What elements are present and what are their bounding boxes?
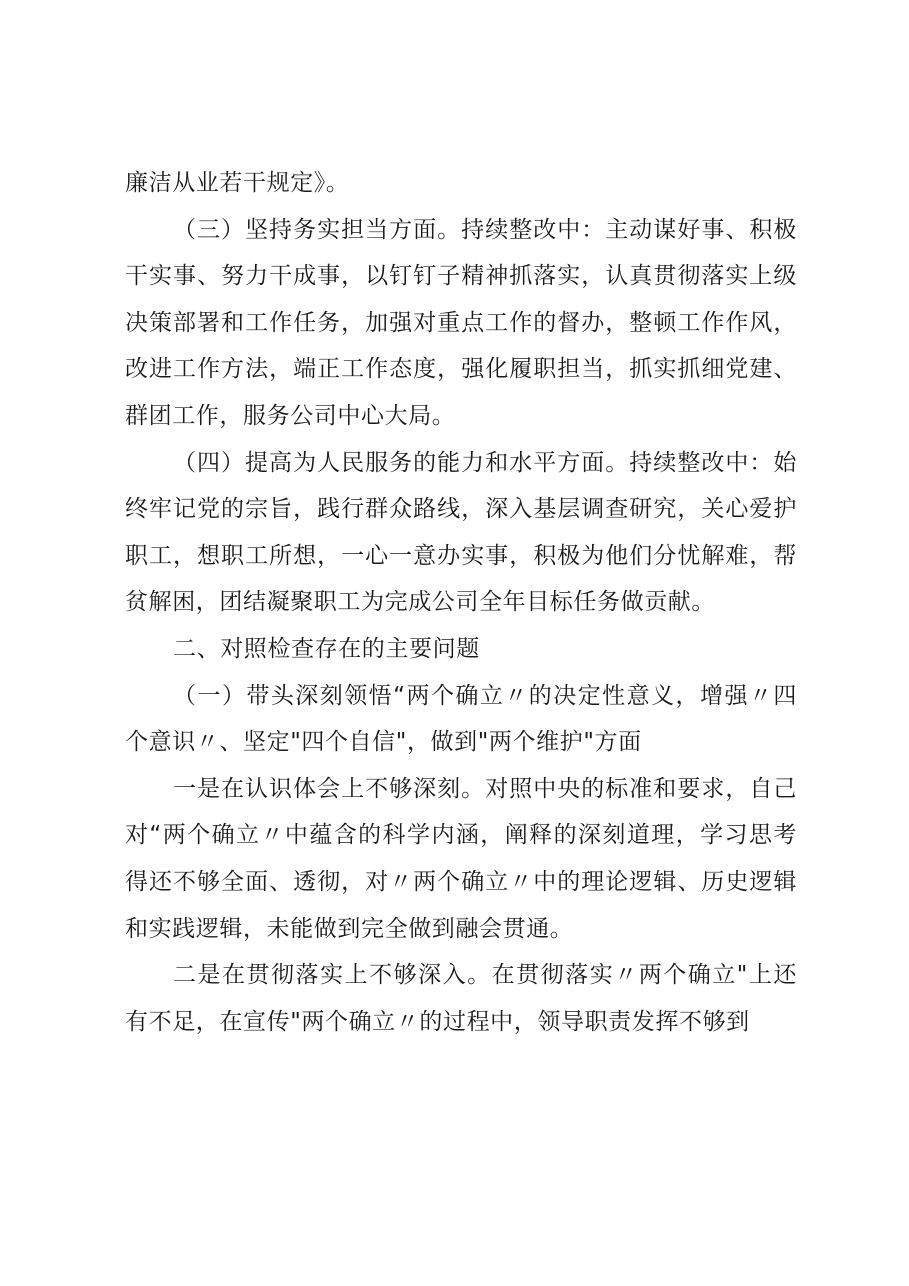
paragraph-section-4: （四）提高为人民服务的能力和水平方面。持续整改中：始终牢记党的宗旨，践行群众路线，深入基层调查研究，关心爱护职工，想职工所想，一心一意办实事，积极为他们分忧解难，帮贫解困，团结凝聚职工为完成公司全年目标任务做贡献。: [125, 449, 797, 616]
paragraph-section-3: （三）坚持务实担当方面。持续整改中：主动谋好事、积极干实事、努力干成事，以钉钉子精神抓落实，认真贯彻落实上级决策部署和工作任务，加强对重点工作的督办，整顿工作作风，改进工作方法，端正工作态度，强化履职担当，抓实抓细党建、群团工作，服务公司中心大局。: [125, 216, 797, 429]
paragraph-point-1: 一是在认识体会上不够深刻。对照中央的标准和要求，自己对“两个确立〃中蕴含的科学内涵，阐释的深刻道理，学习思考得还不够全面、透彻，对〃两个确立〃中的理论逻辑、历史逻辑和实践逻辑，未能做到完全做到融会贯通。: [125, 775, 797, 942]
paragraph-continuation: 廉洁从业若干规定》。: [125, 170, 350, 196]
heading-main-problems: 二、对照检查存在的主要问题: [173, 635, 480, 662]
paragraph-point-2: 二是在贯彻落实上不够深入。在贯彻落实〃两个确立"上还有不足，在宣传"两个确立〃的过程中，领导职责发挥不够到: [125, 962, 797, 1035]
document-body: [125, 160, 797, 1045]
subheading-problem-1: （一）带头深刻领悟“两个确立〃的决定性意义，增强〃四个意识〃、坚定"四个自信"，做到"两个维护"方面: [125, 682, 797, 756]
